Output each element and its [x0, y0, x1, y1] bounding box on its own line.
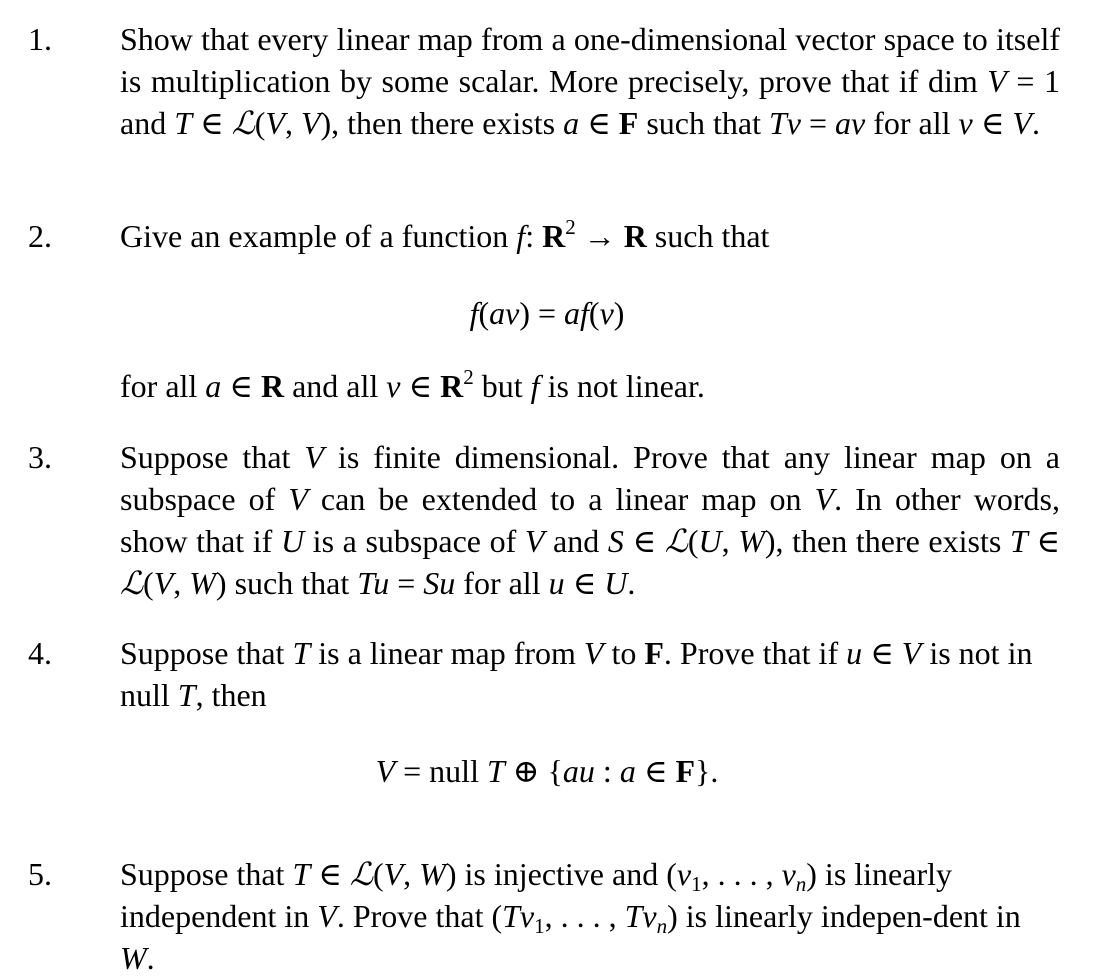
problem-text: Show that every linear map from a one-dimensional vector space to itself is multiplication by some scalar. More precisely, prove that if dim V = 1 and T ∈ ℒ(V, V), then there exists a ∈ F such that Tv = av for all v ∈ V. — [120, 21, 1061, 142]
problem-number: 1. — [28, 21, 52, 57]
display-equation: f(av) = af(v) — [469, 295, 625, 331]
problem-text: for all a ∈ R and all v ∈ $R^2$ but f is not linear. — [120, 365, 705, 404]
problem-number: 4. — [28, 635, 52, 671]
problem-number: 3. — [28, 439, 52, 475]
problem-text: Suppose that T ∈ ℒ(V, W) is injective and ($v_1$, . . . , $v_n$) is linearly independent in V. Prove that ($Tv_1$, . . . , $Tv_n$) is linearly indepen-dent in W. — [120, 855, 1021, 976]
problem-number: 2. — [28, 218, 52, 254]
problem-text: Suppose that T is a linear map from V to F. Prove that if u ∈ V is not in null T, then — [120, 635, 1033, 713]
problem-text: Suppose that V is finite dimensional. Prove that any linear map on a subspace of V can be extended to a linear map on V. In other words, show that if U is a subspace of V and S ∈ ℒ(U, W), then there exists T ∈ ℒ(V, W) such that Tu = Su for all u ∈ U. — [120, 439, 1061, 602]
problem-text: Give an example of a function f: $R^2 \to R$ such that — [120, 215, 770, 254]
display-equation: V = null T ⊕ {au : a ∈ F}. — [375, 753, 719, 789]
problem-number: 5. — [28, 856, 52, 892]
